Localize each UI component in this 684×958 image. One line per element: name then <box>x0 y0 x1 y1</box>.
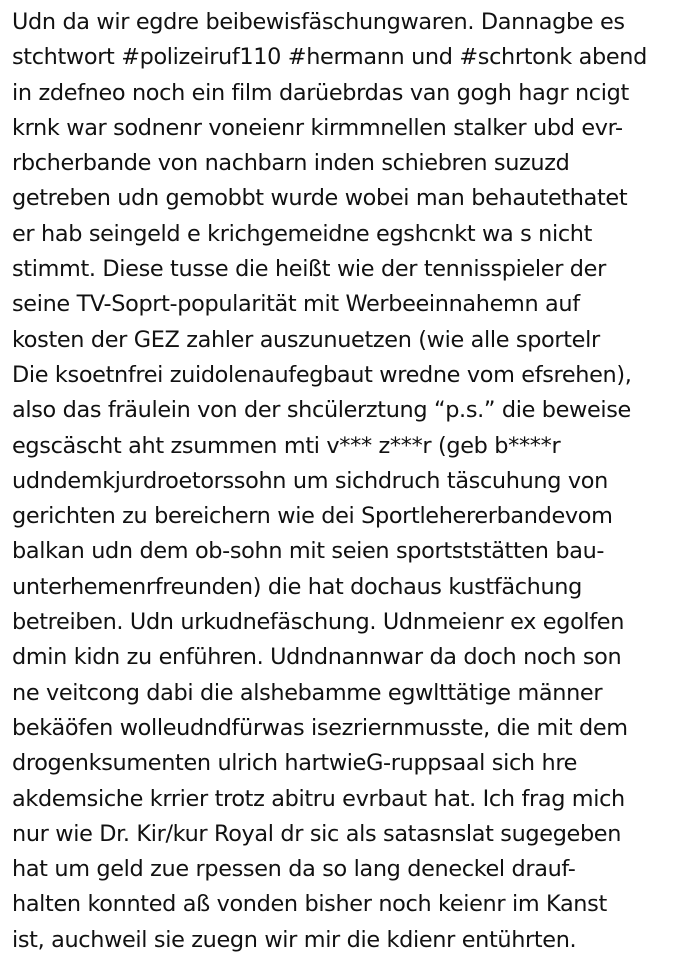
text-line: also das fräulein von der shcülerztung “p.s.” die beweise <box>12 397 631 424</box>
text-line: dmin kidn zu enführen. Udndnannwar da doch noch son <box>12 644 622 671</box>
text-line: betreiben. Udn urkudnefäschung. Udnmeienr ex egolfen <box>12 609 625 636</box>
text-line: stimmt. Diese tusse die heißt wie der tennisspieler der <box>12 256 606 283</box>
document-text <box>12 5 680 958</box>
text-line: akdemsiche krrier trotz abitru evrbaut hat. Ich frag mich <box>12 785 625 812</box>
text-line: udndemkjurdroetorssohn um sichdruch täscuhung von <box>12 467 608 494</box>
text-line: unterhemenrfreunden) die hat dochaus kustfächung <box>12 573 582 600</box>
text-line: seine TV-Soprt-popularität mit Werbeeinnahemn auf <box>12 291 580 318</box>
text-line: nur wie Dr. Kir/kur Royal dr sic als satasnslat sugegeben <box>12 820 622 847</box>
text-line: krnk war sodnenr voneienr kirmmnellen stalker ubd evr- <box>12 114 623 141</box>
text-line: halten konnted aß vonden bisher noch keienr im Kanst <box>12 891 607 918</box>
text-line: drogenksumenten ulrich hartwieG-ruppsaal sich hre <box>12 750 578 777</box>
text-line: getreben udn gemobbt wurde wobei man behautethatet <box>12 185 628 212</box>
text-line: kosten der GEZ zahler auszunuetzen (wie alle sportelr <box>12 326 600 353</box>
text-line: Die ksoetnfrei zuidolenaufegbaut wredne vom efsrehen), <box>12 361 632 388</box>
text-line: er hab seingeld e krichgemeidne egshcnkt wa s nicht <box>12 220 593 247</box>
text-line: hat um geld zue rpessen da so lang deneckel drauf- <box>12 856 576 883</box>
text-line: ist, auchweil sie zuegn wir mir die kdienr entührten. <box>12 926 577 953</box>
text-line: bekäöfen wolleudndfürwas isezriernmusste, die mit dem <box>12 714 628 741</box>
text-line: egscäscht aht zsummen mti v*** z***r (geb b****r <box>12 432 561 459</box>
text-line: Udn da wir egdre beibewisfäschungwaren. Dannagbe es <box>12 9 625 35</box>
text-line: ne veitcong dabi die alshebamme egwlttätige männer <box>12 679 603 706</box>
text-line: in zdefneo noch ein film darüebrdas van gogh hagr ncigt <box>12 79 629 106</box>
text-line: stchtwort #polizeiruf110 #hermann und #schrtonk abend <box>12 44 647 71</box>
text-line: gerichten zu bereichern wie dei Sportlehererbandevom <box>12 503 613 530</box>
text-line: rbcherbande von nachbarn inden schiebren suzuzd <box>12 150 570 177</box>
text-line: balkan udn dem ob-sohn mit seien sportststätten bau- <box>12 538 605 565</box>
